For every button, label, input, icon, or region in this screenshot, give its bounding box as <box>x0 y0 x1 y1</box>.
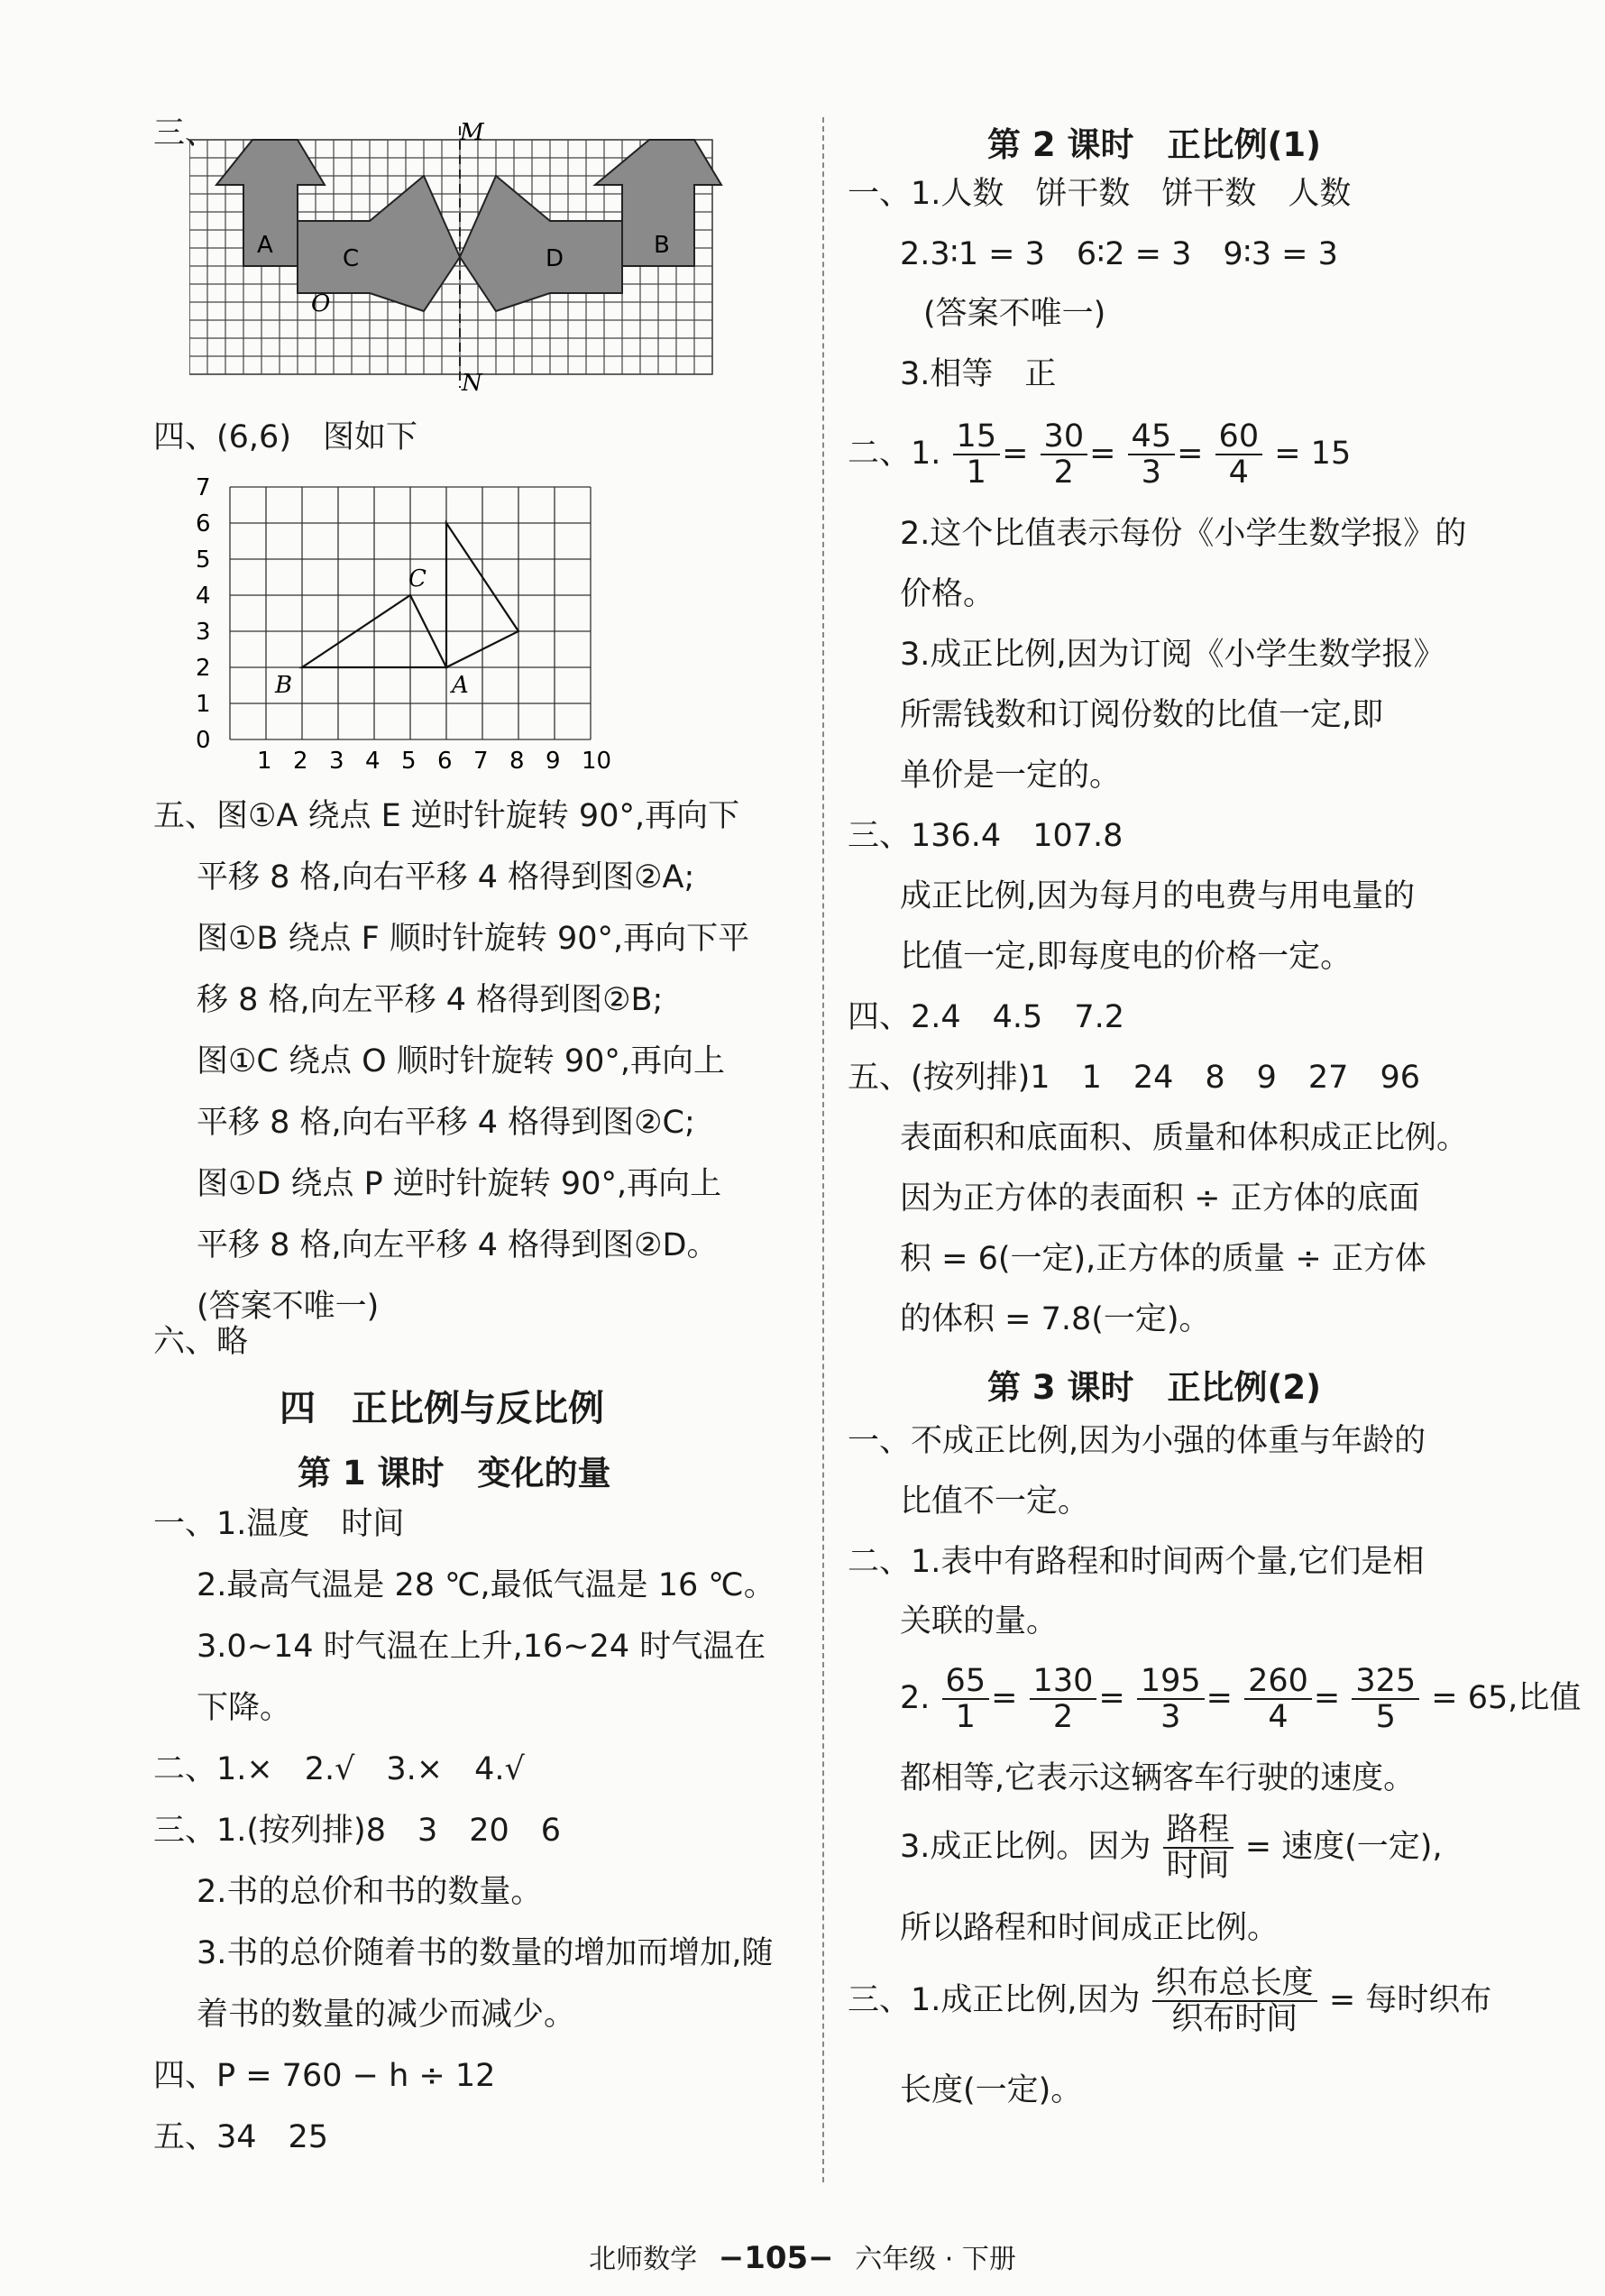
l2b-line-6: 三、136.4 107.8 <box>848 818 1124 854</box>
footer-grade: 六年级 · 下册 <box>855 2244 1016 2275</box>
x-tick-label: 9 <box>546 748 561 775</box>
x-tick-label: 6 <box>437 748 453 775</box>
l2b-line-1: 2.这个比值表示每份《小学生数学报》的 <box>900 516 1467 552</box>
l3-line-2: 比值不一定。 <box>900 1483 1090 1520</box>
q3-grid-figure <box>189 122 730 392</box>
frac-1: $\frac{15}{1}$ <box>953 419 1001 490</box>
q5-line-7: 图①D 绕点 P 逆时针旋转 90°,再向上 <box>197 1166 722 1202</box>
l1-line-6: 三、1.(按列排)8 3 20 6 <box>153 1813 562 1849</box>
y-tick-label: 0 <box>196 727 211 754</box>
q5-line-3: 图①B 绕点 F 顺时针旋转 90°,再向下平 <box>197 921 750 957</box>
l3-line-7: 长度(一定)。 <box>900 2072 1083 2108</box>
label-c: C <box>343 245 360 272</box>
l3-speed-row: 3.成正比例。因为 $\frac{\text{路程}}{\text{时间}}$ = 速度(一定), <box>900 1812 1443 1884</box>
frac-4: $\frac{60}{4}$ <box>1215 419 1263 490</box>
l1-line-11: 五、34 25 <box>153 2119 329 2155</box>
l1-line-2: 2.最高气温是 28 ℃,最低气温是 16 ℃。 <box>197 1567 775 1603</box>
l3-line-1: 一、不成正比例,因为小强的体重与年龄的 <box>848 1423 1426 1459</box>
footer-subject: 北师数学 <box>589 2244 698 2275</box>
q3-label: 三、 <box>153 115 217 152</box>
x-tick-label: 10 <box>582 748 612 775</box>
l2b-line-4: 所需钱数和订阅份数的比值一定,即 <box>900 697 1384 733</box>
label-o: O <box>311 290 331 317</box>
label-n: N <box>462 370 482 392</box>
l1-line-5: 二、1.× 2.√ 3.× 4.√ <box>153 1751 525 1787</box>
l2-fraction-row: 二、1. $\frac{15}{1}$ = $\frac{30}{2}$ = $\frac{45}{3}$ = $\frac{60}{4}$ = 15 <box>848 418 1352 491</box>
x-tick-label: 3 <box>329 748 344 775</box>
y-tick-label: 1 <box>196 691 211 718</box>
q5-line-1: 五、图①A 绕点 E 逆时针旋转 90°,再向下 <box>153 798 740 834</box>
y-tick-label: 5 <box>196 546 211 574</box>
l1-line-9: 着书的数量的减少而减少。 <box>197 1997 576 2033</box>
l2b-line-7: 成正比例,因为每月的电费与用电量的 <box>900 878 1416 914</box>
l2b-line-11: 表面积和底面积、质量和体积成正比例。 <box>900 1120 1469 1156</box>
unit-title: 四 正比例与反比例 <box>280 1388 604 1429</box>
l2-line-3: (答案不唯一) <box>923 296 1106 332</box>
l2b-line-8: 比值一定,即每度电的价格一定。 <box>900 939 1353 975</box>
q5-line-9: (答案不唯一) <box>197 1289 380 1325</box>
l2b-line-9: 四、2.4 4.5 7.2 <box>848 999 1124 1035</box>
l1-line-8: 3.书的总价随着书的数量的增加而增加,随 <box>197 1935 774 1971</box>
l2b-line-10: 五、(按列排)1 1 24 8 9 27 96 <box>848 1060 1420 1096</box>
l2b-line-14: 的体积 = 7.8(一定)。 <box>900 1301 1211 1337</box>
l2b-line-2: 价格。 <box>900 576 995 612</box>
l3-weave-row: 三、1.成正比例,因为 $\frac{\text{织布总长度}}{\text{织布时间}}$ = 每时织布 <box>848 1965 1492 2037</box>
x-tick-label: 2 <box>293 748 308 775</box>
l2b-line-5: 单价是一定的。 <box>900 758 1122 794</box>
l1-line-10: 四、P = 760 − h ÷ 12 <box>153 2058 496 2094</box>
l2-line-2: 2.3∶1 = 3 6∶2 = 3 9∶3 = 3 <box>900 236 1338 272</box>
l2-line-1: 一、1.人数 饼干数 饼干数 人数 <box>848 176 1352 212</box>
point-a-label: A <box>452 672 469 699</box>
q4-coordinate-graph <box>185 478 618 794</box>
shape-d <box>460 176 622 311</box>
l3-line-3: 二、1.表中有路程和时间两个量,它们是相 <box>848 1544 1425 1580</box>
l2b-line-13: 积 = 6(一定),正方体的质量 ÷ 正方体 <box>900 1241 1426 1277</box>
label-b: B <box>654 232 670 259</box>
l3-line-5: 都相等,它表示这辆客车行驶的速度。 <box>900 1760 1416 1796</box>
l3-line-6: 所以路程和时间成正比例。 <box>900 1910 1279 1946</box>
y-tick-label: 7 <box>196 478 211 501</box>
lesson1-title: 第 1 课时 变化的量 <box>298 1454 611 1492</box>
l1-line-4: 下降。 <box>197 1690 292 1726</box>
q5-line-6: 平移 8 格,向右平移 4 格得到图②C; <box>197 1105 695 1141</box>
frac-3: $\frac{45}{3}$ <box>1128 419 1176 490</box>
column-divider <box>822 117 824 2182</box>
q4-label: 四、(6,6) 图如下 <box>153 419 417 455</box>
y-tick-label: 4 <box>196 583 211 610</box>
l1-line-1: 一、1.温度 时间 <box>153 1506 405 1542</box>
point-b-label: B <box>275 672 293 699</box>
label-d: D <box>546 245 564 272</box>
q5-line-5: 图①C 绕点 O 顺时针旋转 90°,再向上 <box>197 1043 726 1079</box>
x-tick-label: 7 <box>473 748 489 775</box>
lesson2-title: 第 2 课时 正比例(1) <box>987 125 1322 164</box>
l2b-line-12: 因为正方体的表面积 ÷ 正方体的底面 <box>900 1180 1420 1217</box>
page-number: −105− <box>718 2240 834 2276</box>
x-tick-label: 1 <box>257 748 272 775</box>
l3-line-4: 关联的量。 <box>900 1603 1059 1639</box>
l2-line-4: 3.相等 正 <box>900 356 1057 392</box>
l1-line-3: 3.0~14 时气温在上升,16~24 时气温在 <box>197 1629 766 1665</box>
q6-answer: 六、略 <box>153 1324 249 1360</box>
frac-2: $\frac{30}{2}$ <box>1041 419 1088 490</box>
label-m: M <box>460 122 484 146</box>
y-tick-label: 3 <box>196 619 211 646</box>
l1-line-7: 2.书的总价和书的数量。 <box>197 1874 543 1910</box>
l2b-line-3: 3.成正比例,因为订阅《小学生数学报》 <box>900 637 1445 673</box>
y-tick-label: 6 <box>196 510 211 537</box>
x-tick-label: 4 <box>365 748 381 775</box>
y-tick-label: 2 <box>196 655 211 682</box>
l3-fraction-row: 2. $\frac{65}{1}$ = $\frac{130}{2}$ = $\frac{195}{3}$ = $\frac{260}{4}$ = $\frac{325}{5}$ = 65,比值 <box>900 1663 1582 1735</box>
q5-line-8: 平移 8 格,向左平移 4 格得到图②D。 <box>197 1227 719 1263</box>
q5-line-2: 平移 8 格,向右平移 4 格得到图②A; <box>197 859 695 895</box>
q5-line-4: 移 8 格,向左平移 4 格得到图②B; <box>197 982 664 1018</box>
point-c-label: C <box>408 565 426 592</box>
x-tick-label: 8 <box>509 748 525 775</box>
label-a: A <box>257 232 273 259</box>
lesson3-title: 第 3 课时 正比例(2) <box>987 1368 1322 1407</box>
x-tick-label: 5 <box>401 748 417 775</box>
page-footer <box>0 2236 1605 2276</box>
